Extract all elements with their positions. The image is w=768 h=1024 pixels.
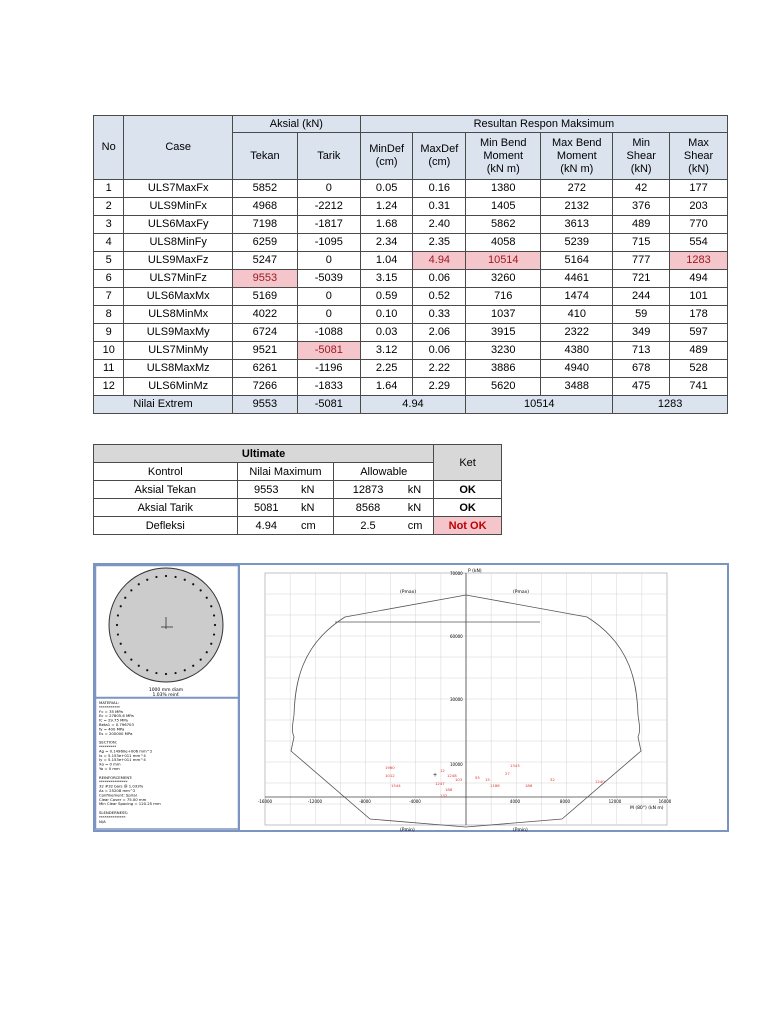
header-maxshear: Max Shear (kN): [670, 133, 728, 180]
p-tick-label: 10000: [450, 762, 463, 767]
cell-mindef: 0.03: [360, 324, 413, 342]
cell-minshear: 59: [613, 306, 670, 324]
cell-maxbend: 272: [541, 180, 613, 198]
load-case-label: 27: [505, 771, 510, 776]
check-kontrol: Defleksi: [94, 517, 238, 535]
check-row: [94, 481, 502, 499]
cell-minshear: 475: [613, 378, 670, 396]
interaction-chart: [258, 568, 672, 833]
cell-tarik: -1833: [297, 378, 360, 396]
header-no: No: [94, 116, 124, 180]
section-caption-1: 1000 mm diam: [148, 688, 184, 693]
material-line: SLENDERNESS:: [99, 810, 129, 815]
check-allow-unit: kN: [402, 481, 434, 499]
header-case: Case: [124, 116, 233, 180]
cell-minbend: 1405: [466, 198, 541, 216]
m-tick-label: 8000: [559, 799, 571, 804]
cell-case: ULS6MinMz: [124, 378, 233, 396]
extreme-bend: 10514: [466, 396, 613, 414]
cell-maxdef: 0.16: [413, 180, 466, 198]
rebar-dot: [124, 651, 126, 653]
cell-maxdef: 0.31: [413, 198, 466, 216]
header-maxdef: MaxDef (cm): [413, 133, 466, 180]
cell-case: ULS9MinFx: [124, 198, 233, 216]
header-tekan: Tekan: [232, 133, 297, 180]
rebar-dot: [146, 669, 148, 671]
extreme-tekan: 9553: [232, 396, 297, 414]
cell-mindef: 1.64: [360, 378, 413, 396]
extreme-label: Nilai Extrem: [94, 396, 233, 414]
cell-maxshear: 178: [670, 306, 728, 324]
cell-tekan: 5247: [232, 252, 297, 270]
rebar-dot: [192, 583, 194, 585]
cell-minbend: 10514: [466, 252, 541, 270]
m-axis-label: M (80°) (kN m): [630, 806, 664, 811]
cell-minshear: 42: [613, 180, 670, 198]
cell-maxshear: 101: [670, 288, 728, 306]
cell-case: ULS8MinMx: [124, 306, 233, 324]
max-header: Nilai Maximum: [237, 463, 334, 481]
rebar-dot: [120, 643, 122, 645]
interaction-diagram-svg: [95, 565, 727, 833]
header-mindef: MinDef (cm): [360, 133, 413, 180]
cell-case: ULS7MinMy: [124, 342, 233, 360]
material-line: As = 25208 mm^2: [99, 788, 136, 793]
m-tick-label: -4000: [409, 799, 421, 804]
ultimate-title: Ultimate: [94, 445, 434, 463]
cell-tekan: 7266: [232, 378, 297, 396]
cell-no: 2: [94, 198, 124, 216]
cell-no: 6: [94, 270, 124, 288]
cell-maxbend: 410: [541, 306, 613, 324]
table-row: [94, 198, 728, 216]
cell-tekan: 4968: [232, 198, 297, 216]
rebar-dot: [184, 669, 186, 671]
section-caption-2: 1.03% reinf.: [152, 693, 180, 698]
check-max: 5081: [237, 499, 295, 517]
cell-maxdef: 0.33: [413, 306, 466, 324]
load-case-label: 1343: [510, 763, 520, 768]
rebar-dot: [138, 665, 140, 667]
rebar-dot: [117, 614, 119, 616]
cell-maxdef: 0.52: [413, 288, 466, 306]
rebar-dot: [130, 659, 132, 661]
rebar-dot: [192, 665, 194, 667]
rebar-dot: [213, 614, 215, 616]
cell-mindef: 0.10: [360, 306, 413, 324]
material-line: Min Clear Spacing = 120.25 mm: [99, 801, 161, 807]
rebar-dot: [155, 672, 157, 674]
cell-minshear: 721: [613, 270, 670, 288]
pmin-label-right: (Pmin): [513, 828, 528, 833]
load-case-label: 132: [440, 793, 448, 798]
cell-maxbend: 4461: [541, 270, 613, 288]
material-line: **************: [99, 814, 126, 820]
cell-case: ULS7MinFz: [124, 270, 233, 288]
cell-maxshear: 770: [670, 216, 728, 234]
cell-no: 1: [94, 180, 124, 198]
cell-no: 10: [94, 342, 124, 360]
rebar-dot: [213, 633, 215, 635]
cell-maxbend: 5239: [541, 234, 613, 252]
material-line: Confinement: Spiral: [99, 792, 137, 798]
rebar-dot: [116, 624, 118, 626]
cell-tarik: -1817: [297, 216, 360, 234]
cell-tekan: 9553: [232, 270, 297, 288]
cell-mindef: 2.34: [360, 234, 413, 252]
cell-tekan: 6259: [232, 234, 297, 252]
material-line: Ag = 0.14960e+006 mm^2: [99, 748, 153, 754]
check-allow-unit: kN: [402, 499, 434, 517]
cell-tarik: 0: [297, 252, 360, 270]
material-line: Xo = 0 mm: [99, 761, 121, 767]
cell-minshear: 349: [613, 324, 670, 342]
rebar-dot: [165, 673, 167, 675]
cell-minbend: 3260: [466, 270, 541, 288]
cell-no: 8: [94, 306, 124, 324]
cell-minbend: 1380: [466, 180, 541, 198]
material-line: Ec = 27805.6 MPa: [99, 713, 134, 719]
check-ket: Not OK: [434, 517, 502, 535]
material-line: 32 #32 bars @ 1.033%: [99, 783, 144, 789]
rebar-dot: [200, 659, 202, 661]
interaction-diagram-panel: [93, 563, 729, 832]
load-case-label: 15: [485, 777, 490, 782]
material-line: SECTION:: [99, 739, 118, 745]
cell-case: ULS7MaxFx: [124, 180, 233, 198]
p-tick-label: 60000: [450, 634, 463, 639]
rebar-dot: [120, 605, 122, 607]
cell-maxbend: 1474: [541, 288, 613, 306]
load-case-label: 103: [455, 777, 463, 782]
allowable-header: Allowable: [334, 463, 434, 481]
cell-tarik: -1095: [297, 234, 360, 252]
cell-tarik: 0: [297, 288, 360, 306]
check-row: [94, 499, 502, 517]
cell-no: 5: [94, 252, 124, 270]
cell-case: ULS8MinFy: [124, 234, 233, 252]
cell-minbend: 1037: [466, 306, 541, 324]
cell-maxbend: 4940: [541, 360, 613, 378]
cell-minbend: 5862: [466, 216, 541, 234]
cell-mindef: 2.25: [360, 360, 413, 378]
rebar-dot: [214, 624, 216, 626]
rebar-dot: [124, 597, 126, 599]
load-case-label: 55: [475, 775, 480, 780]
extreme-def: 4.94: [360, 396, 465, 414]
cell-maxdef: 2.22: [413, 360, 466, 378]
load-case-label: 12: [440, 768, 445, 773]
centroid-marker: +: [433, 772, 438, 779]
check-max: 4.94: [237, 517, 295, 535]
extreme-shear: 1283: [613, 396, 728, 414]
cell-maxshear: 177: [670, 180, 728, 198]
cell-maxshear: 554: [670, 234, 728, 252]
rebar-dot: [206, 651, 208, 653]
pmax-label-right: (Pmax): [513, 590, 530, 595]
rebar-dot: [130, 589, 132, 591]
material-line: Beta1 = 0.796703: [99, 722, 134, 727]
material-line: f'c = 35 MPa: [99, 708, 123, 714]
response-table: [93, 115, 728, 414]
cell-tarik: 0: [297, 306, 360, 324]
cell-maxshear: 489: [670, 342, 728, 360]
cell-maxdef: 2.06: [413, 324, 466, 342]
check-row: [94, 517, 502, 535]
table-row: [94, 234, 728, 252]
cell-case: ULS9MaxFz: [124, 252, 233, 270]
extreme-tarik: -5081: [297, 396, 360, 414]
check-kontrol: Aksial Tarik: [94, 499, 238, 517]
load-case-label: 1247: [435, 781, 445, 786]
material-line: ***************: [99, 779, 128, 785]
cell-minshear: 376: [613, 198, 670, 216]
kontrol-header: Kontrol: [94, 463, 238, 481]
cell-maxshear: 597: [670, 324, 728, 342]
header-minshear: Min Shear (kN): [613, 133, 670, 180]
rebar-dot: [165, 575, 167, 577]
check-max-unit: cm: [295, 517, 334, 535]
cell-minshear: 715: [613, 234, 670, 252]
check-allow: 12873: [334, 481, 402, 499]
load-case-label: 1544: [391, 783, 401, 788]
rebar-dot: [200, 589, 202, 591]
rebar-dot: [174, 672, 176, 674]
cell-no: 7: [94, 288, 124, 306]
check-table: [93, 444, 502, 535]
cell-tekan: 6261: [232, 360, 297, 378]
check-max: 9553: [237, 481, 295, 499]
load-case-label: 1248: [447, 773, 457, 778]
load-case-label: 188: [445, 787, 453, 792]
cell-minbend: 4058: [466, 234, 541, 252]
cell-tarik: -1196: [297, 360, 360, 378]
p-tick-label: 30000: [450, 697, 463, 702]
rebar-dot: [146, 579, 148, 581]
cell-tekan: 9521: [232, 342, 297, 360]
m-tick-label: -16000: [257, 799, 273, 804]
pmax-label-left: (Pmax): [400, 590, 417, 595]
extreme-row: [94, 396, 728, 414]
check-max-unit: kN: [295, 499, 334, 517]
check-kontrol: Aksial Tekan: [94, 481, 238, 499]
cell-no: 9: [94, 324, 124, 342]
cell-mindef: 0.05: [360, 180, 413, 198]
rebar-dot: [210, 605, 212, 607]
material-line: fy = 400 MPa: [99, 726, 125, 732]
material-line: Iy = 5.153e+011 mm^4: [99, 757, 146, 763]
cell-tarik: -5081: [297, 342, 360, 360]
cell-no: 3: [94, 216, 124, 234]
m-tick-label: 12000: [608, 799, 622, 804]
table-row: [94, 288, 728, 306]
load-case-label: 32: [550, 777, 555, 782]
m-tick-label: 4000: [509, 799, 521, 804]
cell-minbend: 3886: [466, 360, 541, 378]
cell-tekan: 5852: [232, 180, 297, 198]
cell-tekan: 4022: [232, 306, 297, 324]
load-case-label: 1960: [385, 765, 395, 770]
cell-maxbend: 3488: [541, 378, 613, 396]
cell-maxshear: 494: [670, 270, 728, 288]
cell-mindef: 0.59: [360, 288, 413, 306]
table-row: [94, 342, 728, 360]
cell-maxbend: 2132: [541, 198, 613, 216]
cell-maxshear: 1283: [670, 252, 728, 270]
rebar-dot: [210, 643, 212, 645]
cell-maxbend: 4380: [541, 342, 613, 360]
cell-minbend: 3230: [466, 342, 541, 360]
cell-maxdef: 2.29: [413, 378, 466, 396]
cell-case: ULS8MaxMz: [124, 360, 233, 378]
cell-mindef: 1.68: [360, 216, 413, 234]
rebar-dot: [117, 633, 119, 635]
p-tick-label: 70000: [450, 571, 463, 576]
cell-tarik: -2212: [297, 198, 360, 216]
cell-minshear: 713: [613, 342, 670, 360]
m-tick-label: -8000: [359, 799, 371, 804]
header-minbend: Min Bend Moment (kN m): [466, 133, 541, 180]
cell-case: ULS9MaxMy: [124, 324, 233, 342]
cell-case: ULS6MaxFy: [124, 216, 233, 234]
table-row: [94, 360, 728, 378]
header-maxbend: Max Bend Moment (kN m): [541, 133, 613, 180]
cell-mindef: 3.15: [360, 270, 413, 288]
material-line: ***********: [99, 704, 120, 710]
p-axis-label: P (kN): [468, 569, 482, 574]
cell-mindef: 3.12: [360, 342, 413, 360]
header-tarik: Tarik: [297, 133, 360, 180]
cell-tarik: -5039: [297, 270, 360, 288]
rebar-dot: [155, 576, 157, 578]
cell-maxbend: 5164: [541, 252, 613, 270]
load-case-label: 1186: [490, 783, 500, 788]
table-row: [94, 180, 728, 198]
load-case-label: 186: [525, 783, 533, 788]
check-allow-unit: cm: [402, 517, 434, 535]
cell-mindef: 1.04: [360, 252, 413, 270]
material-line: N/A: [99, 818, 106, 824]
cell-maxdef: 0.06: [413, 270, 466, 288]
check-max-unit: kN: [295, 481, 334, 499]
cell-minshear: 489: [613, 216, 670, 234]
material-line: REINFORCEMENT:: [99, 774, 133, 780]
material-line: Clear Cover = 75.00 mm: [99, 796, 147, 802]
cell-minshear: 777: [613, 252, 670, 270]
check-ket: OK: [434, 481, 502, 499]
pmin-label-left: (Pmin): [400, 828, 415, 833]
cell-no: 11: [94, 360, 124, 378]
cell-minbend: 3915: [466, 324, 541, 342]
check-allow: 2.5: [334, 517, 402, 535]
cell-maxshear: 203: [670, 198, 728, 216]
cell-maxshear: 741: [670, 378, 728, 396]
m-tick-label: 16000: [658, 799, 672, 804]
table-row: [94, 270, 728, 288]
cell-tarik: -1088: [297, 324, 360, 342]
header-aksial: Aksial (kN): [232, 116, 360, 133]
rebar-dot: [206, 597, 208, 599]
rebar-dot: [184, 579, 186, 581]
cell-maxbend: 2322: [541, 324, 613, 342]
material-line: *********: [99, 744, 117, 749]
cell-maxdef: 0.06: [413, 342, 466, 360]
cell-maxbend: 3613: [541, 216, 613, 234]
cell-maxdef: 2.40: [413, 216, 466, 234]
cell-tekan: 5169: [232, 288, 297, 306]
load-case-label: 1240: [595, 779, 605, 784]
cell-maxshear: 528: [670, 360, 728, 378]
cell-minshear: 244: [613, 288, 670, 306]
m-tick-label: -12000: [307, 799, 323, 804]
cell-tekan: 7198: [232, 216, 297, 234]
cell-no: 4: [94, 234, 124, 252]
rebar-dot: [138, 583, 140, 585]
cell-mindef: 1.24: [360, 198, 413, 216]
rebar-dot: [174, 576, 176, 578]
cell-no: 12: [94, 378, 124, 396]
table-row: [94, 378, 728, 396]
material-line: MATERIAL:: [99, 700, 120, 705]
table-row: [94, 324, 728, 342]
cell-minbend: 716: [466, 288, 541, 306]
cell-maxdef: 2.35: [413, 234, 466, 252]
cell-case: ULS6MaxMx: [124, 288, 233, 306]
load-case-label: 1012: [385, 773, 395, 778]
check-allow: 8568: [334, 499, 402, 517]
ket-header: Ket: [434, 445, 502, 481]
material-line: Yo = 0 mm: [99, 766, 120, 771]
header-resultan: Resultan Respon Maksimum: [360, 116, 727, 133]
table-row: [94, 306, 728, 324]
cell-maxdef: 4.94: [413, 252, 466, 270]
check-ket: OK: [434, 499, 502, 517]
material-line: Es = 200000 MPa: [99, 730, 133, 736]
cell-minshear: 678: [613, 360, 670, 378]
material-line: Ix = 5.153e+011 mm^4: [99, 752, 146, 758]
cell-tarik: 0: [297, 180, 360, 198]
cell-tekan: 6724: [232, 324, 297, 342]
table-row: [94, 252, 728, 270]
table-row: [94, 216, 728, 234]
material-line: fc = 29.75 MPa: [99, 717, 128, 723]
cell-minbend: 5620: [466, 378, 541, 396]
